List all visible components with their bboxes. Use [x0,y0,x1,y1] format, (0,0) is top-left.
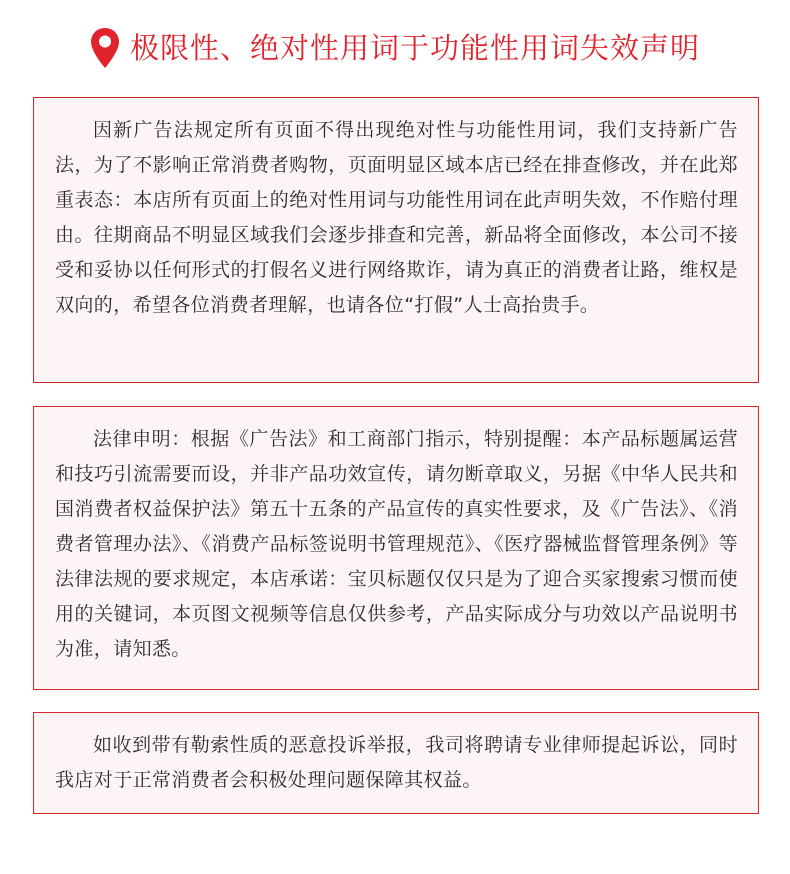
page-header [0,22,790,74]
notice-paragraph: 如收到带有勒索性质的恶意投诉举报，我司将聘请专业律师提起诉讼，同时我店对于正常消费者会积极处理问题保障其权益。 [55,734,738,791]
page-title: 极限性、绝对性用词于功能性用词失效声明 [129,30,700,65]
notice-box-legal-statement [33,406,759,690]
notice-box-absolute-terms [33,97,759,383]
location-pin-icon [90,27,120,69]
notice-paragraph: 法律申明：根据《广告法》和工商部门指示，特别提醒：本产品标题属运营和技巧引流需要而设，并非产品功效宣传，请勿断章取义，另据《中华人民共和国消费者权益保护法》第五十五条的产品宣传的真实性要求，及《广告法》、《消费者管理办法》、《消费产品标签说明书管理规范》、《医疗器械监督管理条例》等法律法规的要求规定，本店承诺：宝贝标题仅仅只是为了迎合买家搜索习惯而使用的关键词，本页图文视频等信息仅供参考，产品实际成分与功效以产品说明书为准，请知悉。 [55,428,738,660]
notice-box-complaint-warning [33,712,759,814]
notice-paragraph: 因新广告法规定所有页面不得出现绝对性与功能性用词，我们支持新广告法，为了不影响正常消费者购物，页面明显区域本店已经在排查修改，并在此郑重表态：本店所有页面上的绝对性用词与功能性用词在此声明失效，不作赔付理由。往期商品不明显区域我们会逐步排查和完善，新品将全面修改，本公司不接受和妥协以任何形式的打假名义进行网络欺诈，请为真正的消费者让路，维权是双向的，希望各位消费者理解，也请各位“打假”人士高抬贵手。 [55,119,738,316]
